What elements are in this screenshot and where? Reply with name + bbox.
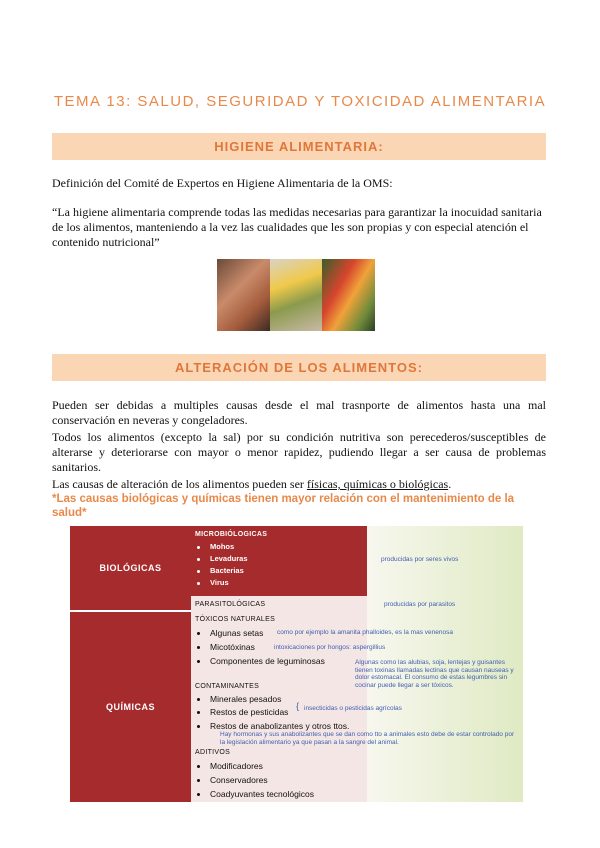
paragraph-causas: Pueden ser debidas a multiples causas desde el mal trasnporte de alimentos hasta una mal conservación en neveras y congeladores. [52, 398, 546, 427]
note-pesticidas: insecticidas o pesticidas agrícolas [304, 705, 402, 712]
paragraph-perecederos: Todos los alimentos (excepto la sal) por su condición nutritiva son perecederos/susceptibles de alterarse y deteriorarse con mayor o menor rapidez, pudiendo llegar a ser causa de problemas sanitarios. [52, 430, 546, 474]
photo-vegetables-rinsing [270, 259, 323, 331]
contam-item: Restos de pesticidas [197, 707, 288, 718]
causas-link: físicas, químicas o biológicas [306, 477, 449, 491]
contam-heading: CONTAMINANTES [195, 683, 260, 690]
row-label-quimicas: QUÍMICAS [70, 612, 191, 802]
aditivos-heading: ADITIVOS [195, 749, 231, 756]
aditivos-item: Modificadores [197, 761, 263, 772]
parasit-block [191, 596, 367, 612]
parasit-heading: PARASITOLÓGICAS [195, 601, 266, 608]
note-micro: producidas por seres vivos [381, 556, 459, 563]
note-mico: intoxicaciones por hongos: aspergillius [274, 644, 386, 651]
paragraph-tipos: Las causas de alteración de los alimentos pueden ser físicas, químicas o biológicas. [52, 477, 452, 491]
micro-item: Bacterias [197, 565, 244, 576]
photo-produce [322, 259, 375, 331]
micro-item: Virus [197, 577, 229, 588]
note-legumbres: Algunas como las alubias, soja, lentejas y guisantes tienen toxinas llamadas lectinas que causan nauseas y dolor estomacal. El consumo de estas legumbres sin cocinar puede llegar a ser tóxicos. [355, 659, 514, 689]
alteration-causes-table [70, 526, 523, 802]
hygiene-photo [217, 259, 375, 331]
micro-block [191, 526, 367, 596]
photo-hands-washing [217, 259, 270, 331]
note-parasit: producidas por parasitos [384, 601, 456, 608]
aditivos-item: Conservadores [197, 775, 268, 786]
toxicos-item: Micotóxinas [197, 642, 255, 653]
toxicos-item: Algunas setas [197, 628, 263, 639]
micro-item: Mohos [197, 541, 234, 552]
highlight-note: *Las causas biológicas y químicas tienen mayor relación con el mantenimiento de la salud* [52, 493, 515, 519]
note-setas: como por ejemplo la amanita phalloides, es la mas venenosa [277, 629, 453, 636]
brace-icon: { [296, 701, 300, 711]
section-heading-alteracion: ALTERACIÓN DE LOS ALIMENTOS: [52, 354, 546, 381]
aditivos-item: Coadyuvantes tecnológicos [197, 789, 314, 800]
definition-quote: “La higiene alimentaria comprende todas las medidas necesarias para garantizar la inocuidad sanitaria de los alimentos, manteniendo a la vez las cualidades que les son propias y con especial atención el contenido nutricional” [52, 205, 542, 249]
note-anabolizantes: Hay hormonas y sus anabolizantes que se dan como tto a animales esto debe de estar controlado por la legislación alimentario ya que pasan a la sangre del animal. [220, 731, 515, 746]
micro-heading: MICROBIÓLOGICAS [195, 531, 268, 538]
toxicos-item: Componentes de leguminosas [197, 656, 325, 667]
definition-intro: Definición del Comité de Expertos en Higiene Alimentaria de la OMS: [52, 176, 393, 190]
contam-item: Restos de anabolizantes y otros ttos. [197, 721, 349, 732]
page-title: TEMA 13: SALUD, SEGURIDAD Y TOXICIDAD ALIMENTARIA [53, 93, 547, 110]
contam-item: Minerales pesados [197, 694, 281, 705]
row-label-biologicas: BIOLÓGICAS [70, 526, 191, 610]
toxicos-heading: TÓXICOS NATURALES [195, 616, 276, 623]
section-heading-higiene: HIGIENE ALIMENTARIA: [52, 133, 546, 160]
micro-item: Levaduras [197, 553, 248, 564]
